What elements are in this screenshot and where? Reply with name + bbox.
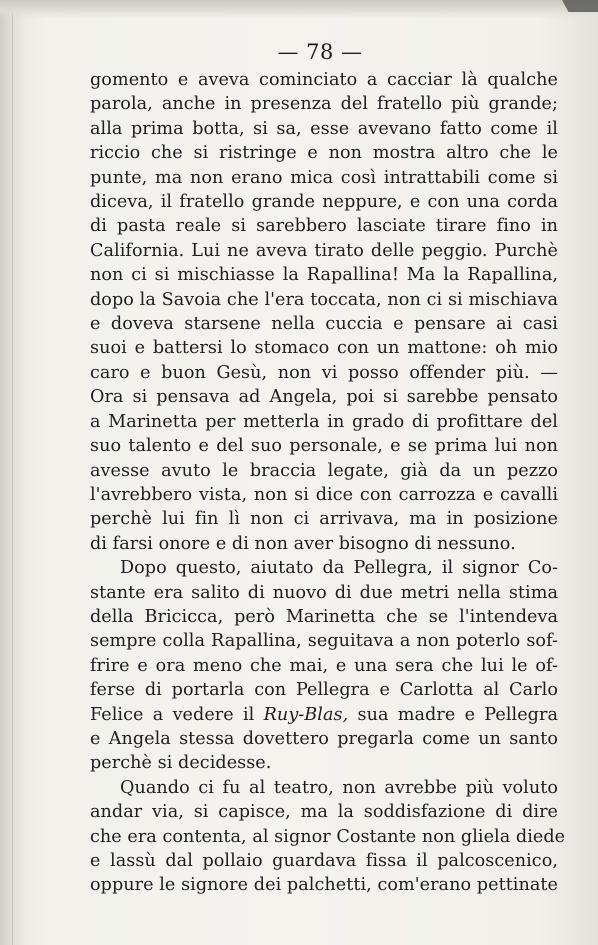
text-line: California. Lui ne aveva tirato delle peggio. Purchè [90,240,558,261]
text-line: riccio che si ristringe e non mostra altro che le [90,143,558,164]
line-text-before-title: Felice a vedere il [90,704,264,725]
text-line: non ci si mischiasse la Rapallina! Ma la Rapallina, [90,265,558,286]
page-number: — 78 — [277,40,363,64]
text-line-with-title [90,703,558,727]
opera-title: Ruy-Blas, [263,704,349,725]
text-line: di pasta reale si sarebbero lasciate tirare fino in [90,216,558,237]
text-line: che era contenta, al signor Costante non gliela diede [90,826,566,847]
text-line: suo talento e del suo personale, e se prima lui non [90,436,558,457]
text-line: oppure le signore dei palchetti, com'erano pettinate [90,875,558,896]
text-line: ferse di portarla con Pellegra e Carlotta al Carlo [90,680,558,701]
text-line: avesse avuto le braccia legate, già da un pezzo [90,460,558,481]
paragraph-last-line: di farsi onore e di non aver bisogno di nessuno. [90,533,516,554]
text-line: dopo la Savoia che l'era toccata, non ci si mischiava [90,289,558,310]
text-line: a Marinetta per metterla in grado di profittare del [90,411,558,432]
text-line: e doveva starsene nella cuccia e pensare ai casi [90,314,558,335]
text-line: alla prima botta, si sa, esse avevano fatto come il [90,118,558,139]
text-line: Ora si pensava ad Angela, poi si sarebbe pensato [90,387,558,408]
text-line: perchè lui fin lì non ci arrivava, ma in posizione [90,509,558,530]
text-line: suoi e battersi lo stomaco con un mattone: oh mio [90,338,558,359]
paragraph-first-line: Dopo questo, aiutato da Pellegra, il signor Co- [120,558,558,579]
body-text [90,68,566,898]
text-line: frire e ora meno che mai, e una sera che lui le of- [90,655,558,676]
text-line: diceva, il fratello grande neppure, e con una corda [90,192,558,213]
text-line: stante era salito di nuovo di due metri nella stima [90,582,558,603]
paragraph-first-line: Quando ci fu al teatro, non avrebbe più voluto [120,777,558,798]
text-line: gomento e aveva cominciato a cacciar là qualche [90,70,558,90]
text-line: caro e buon Gesù, non vi posso offender più. — [90,362,558,383]
line-text-after-title: sua madre e Pellegra [348,704,558,725]
text-line: punte, ma non erano mica così intrattabili come si [90,167,558,188]
text-line: sempre colla Rapallina, seguitava a non poterlo sof- [90,631,558,652]
page-binding-shadow [0,0,26,945]
text-line: e Angela stessa dovettero pregarla come un santo [90,728,558,749]
text-line: della Bricicca, però Marinetta che se l'intendeva [90,606,558,627]
text-line: l'avrebbero vista, non si dice con carrozza e cavalli [90,484,558,505]
paragraph-last-line: perchè si decidesse. [90,753,272,774]
text-line: e lassù dal pollaio guardava fissa il palcoscenico, [90,851,558,871]
text-line: andar via, si capisce, ma la soddisfazione di dire [90,802,558,823]
page-top-shadow [0,0,598,18]
text-line: parola, anche in presenza del fratello più grande; [90,94,558,115]
